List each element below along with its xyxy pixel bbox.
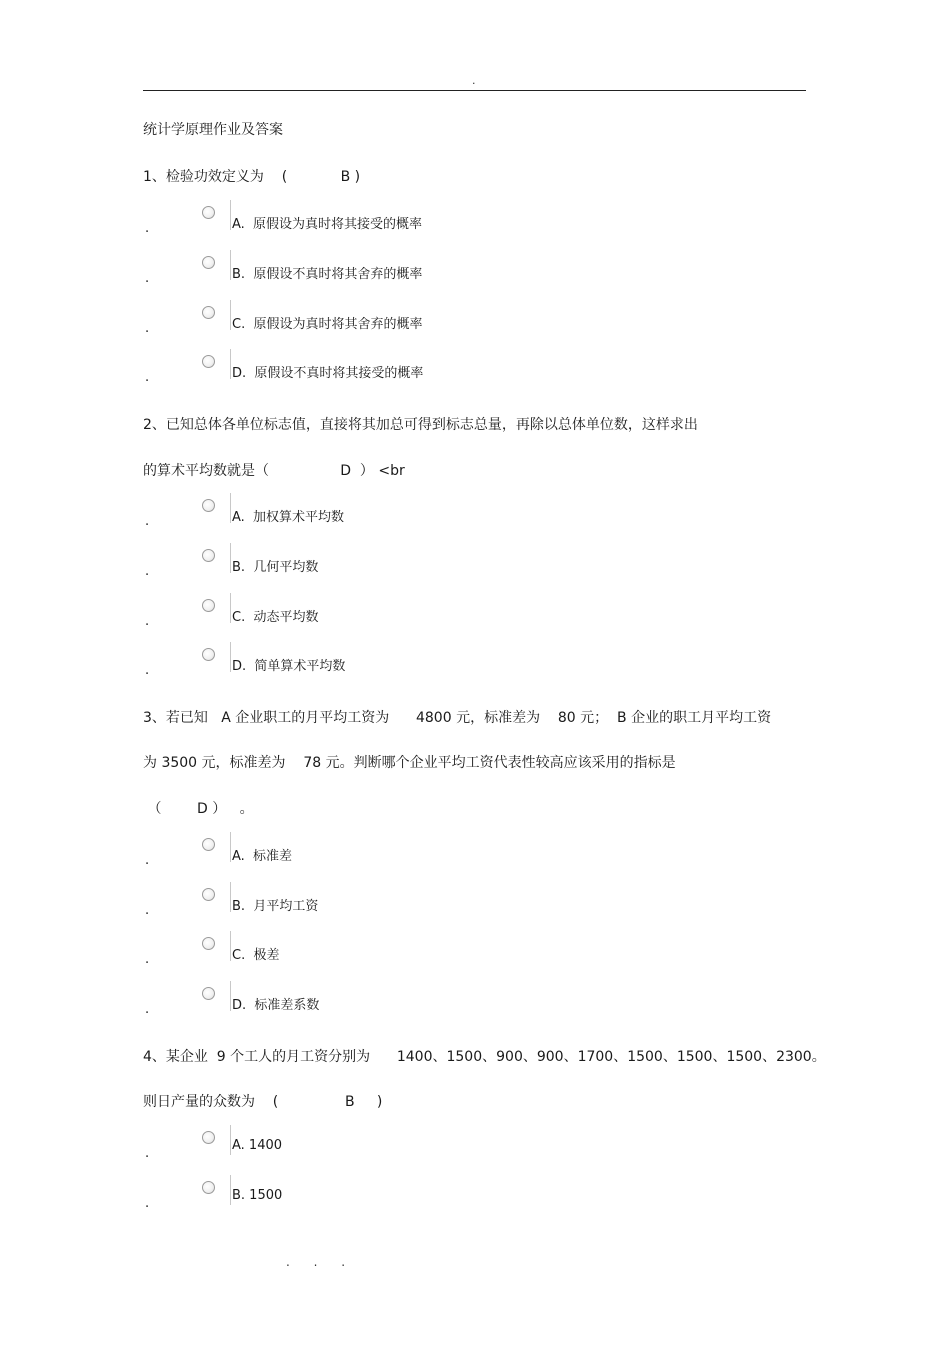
option-bullet: . [145, 321, 150, 336]
option-bullet: . [145, 853, 150, 868]
divider [230, 200, 231, 230]
radio-button-icon[interactable] [202, 1131, 215, 1144]
divider [230, 832, 231, 862]
question-3-option-d[interactable] [143, 987, 643, 1021]
question-1-option-d[interactable] [143, 355, 643, 389]
question-1-option-a[interactable] [143, 206, 643, 240]
option-label: B. 几何平均数 [232, 560, 319, 575]
divider [230, 250, 231, 280]
divider [230, 1175, 231, 1205]
question-3-option-c[interactable] [143, 937, 643, 971]
question-2-option-b[interactable] [143, 549, 643, 583]
question-1-text: 1、检验功效定义为 ( B ) [143, 169, 361, 185]
radio-button-icon[interactable] [202, 306, 215, 319]
divider [230, 593, 231, 623]
option-label: A. 原假设为真时将其接受的概率 [232, 217, 423, 232]
question-2-option-c[interactable] [143, 599, 643, 633]
radio-button-icon[interactable] [202, 838, 215, 851]
divider [230, 493, 231, 523]
option-bullet: . [145, 271, 150, 286]
option-bullet: . [145, 1146, 150, 1161]
radio-button-icon[interactable] [202, 888, 215, 901]
footer-dots: . . . [286, 1255, 356, 1269]
radio-button-icon[interactable] [202, 599, 215, 612]
question-1-option-b[interactable] [143, 256, 643, 290]
question-4-option-a[interactable] [143, 1131, 643, 1165]
option-label: B. 月平均工资 [232, 899, 319, 914]
option-bullet: . [145, 1196, 150, 1211]
option-bullet: . [145, 370, 150, 385]
question-3-text-line-1: 3、若已知 A 企业职工的月平均工资为 4800 元，标准差为 80 元； B 企业的职工月平均工资 [143, 710, 772, 726]
radio-button-icon[interactable] [202, 206, 215, 219]
option-label: C. 原假设为真时将其舍弃的概率 [232, 317, 423, 332]
option-label: D. 原假设不真时将其接受的概率 [232, 366, 424, 381]
header-dot: . [472, 74, 476, 87]
divider [230, 349, 231, 379]
question-1-option-c[interactable] [143, 306, 643, 340]
question-2-text-line-1: 2、已知总体各单位标志值，直接将其加总可得到标志总量，再除以总体单位数，这样求出 [143, 417, 698, 433]
divider [230, 1125, 231, 1155]
question-4-text-line-1: 4、某企业 9 个工人的月工资分别为 1400、1500、900、900、1700、1500、1500、1500、2300。 [143, 1049, 826, 1065]
radio-button-icon[interactable] [202, 256, 215, 269]
option-bullet: . [145, 514, 150, 529]
option-label: D. 简单算术平均数 [232, 659, 346, 674]
option-label: B. 原假设不真时将其舍弃的概率 [232, 267, 423, 282]
divider [230, 543, 231, 573]
divider [230, 642, 231, 672]
question-2-option-d[interactable] [143, 648, 643, 682]
option-label: A. 加权算术平均数 [232, 510, 345, 525]
divider [230, 882, 231, 912]
question-4-option-b[interactable] [143, 1181, 643, 1215]
radio-button-icon[interactable] [202, 549, 215, 562]
option-bullet: . [145, 564, 150, 579]
option-label: D. 标准差系数 [232, 998, 320, 1013]
option-label: B. 1500 [232, 1188, 283, 1203]
question-3-option-a[interactable] [143, 838, 643, 872]
divider [230, 981, 231, 1011]
option-label: A. 1400 [232, 1138, 283, 1153]
option-bullet: . [145, 663, 150, 678]
radio-button-icon[interactable] [202, 1181, 215, 1194]
option-bullet: . [145, 1002, 150, 1017]
radio-button-icon[interactable] [202, 648, 215, 661]
divider [230, 931, 231, 961]
option-label: C. 极差 [232, 948, 280, 963]
question-2-text-line-2: 的算术平均数就是（ D ） <br [143, 463, 405, 479]
option-label: A. 标准差 [232, 849, 293, 864]
radio-button-icon[interactable] [202, 937, 215, 950]
radio-button-icon[interactable] [202, 355, 215, 368]
header-rule [143, 90, 806, 91]
option-bullet: . [145, 614, 150, 629]
question-3-text-line-2: 为 3500 元，标准差为 78 元。判断哪个企业平均工资代表性较高应该采用的指标是 [143, 755, 676, 771]
option-label: C. 动态平均数 [232, 610, 319, 625]
divider [230, 300, 231, 330]
option-bullet: . [145, 221, 150, 236]
question-4-text-line-2: 则日产量的众数为 ( B ) [143, 1094, 383, 1110]
question-2-option-a[interactable] [143, 499, 643, 533]
page-title: 统计学原理作业及答案 [143, 122, 283, 138]
question-3-text-line-3: （ D ） 。 [143, 801, 254, 817]
option-bullet: . [145, 952, 150, 967]
option-bullet: . [145, 903, 150, 918]
radio-button-icon[interactable] [202, 987, 215, 1000]
radio-button-icon[interactable] [202, 499, 215, 512]
question-3-option-b[interactable] [143, 888, 643, 922]
